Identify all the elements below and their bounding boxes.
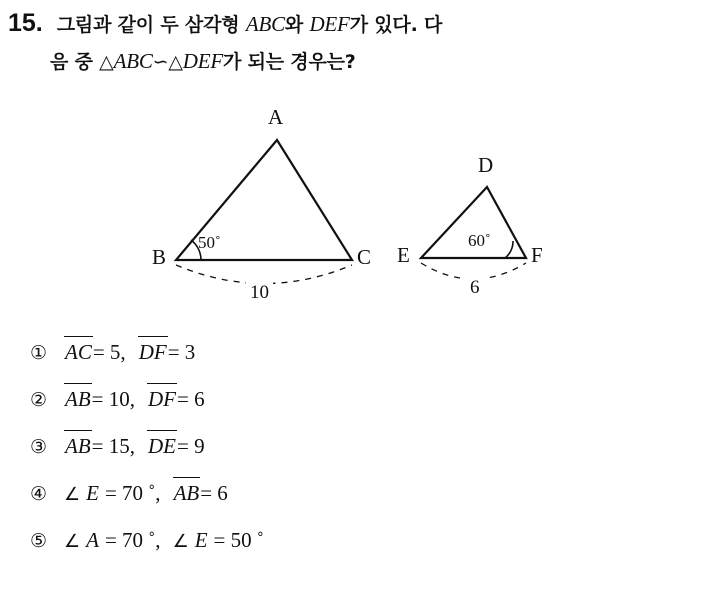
triangle-def-label-inline-2: DEF xyxy=(182,49,224,73)
segment-df: DF xyxy=(138,340,167,364)
question-line2-pre: 음 중 xyxy=(50,51,100,73)
vertex-label-c: C xyxy=(357,245,372,269)
choice-5-body xyxy=(64,528,264,553)
vertex-label-a: A xyxy=(268,105,284,129)
segment-ab-4: AB xyxy=(173,481,200,505)
choice-2-value-2: = 6 xyxy=(177,387,205,411)
choice-5-marker: ⑤ xyxy=(30,530,48,552)
base-length-bc: 10 xyxy=(246,282,273,304)
angle-arc-f xyxy=(505,241,513,258)
choice-1-value-2: = 3 xyxy=(167,340,196,364)
choice-3-value-1: = 15, xyxy=(91,434,135,458)
segment-ac: AC xyxy=(65,340,92,364)
segment-df-2: DF xyxy=(148,387,176,411)
question-line-1 xyxy=(8,8,718,41)
choice-1-body xyxy=(64,340,195,365)
choice-4-marker: ④ xyxy=(30,483,48,505)
angle-label-f: 60˚ xyxy=(468,231,491,250)
choice-2-marker: ② xyxy=(30,389,48,411)
question-number: 15. xyxy=(8,9,43,37)
similar-symbol: ∽ xyxy=(152,51,169,73)
choice-5[interactable] xyxy=(30,528,690,575)
angle-label-b: 50˚ xyxy=(198,233,221,252)
choice-1-marker: ① xyxy=(30,342,48,364)
choice-5-angle-value-a: = 70 ˚, xyxy=(104,528,161,552)
choice-2-value-1: = 10, xyxy=(91,387,135,411)
answer-choices xyxy=(30,340,690,575)
angle-symbol-5a: ∠ xyxy=(64,531,81,552)
angle-variable-5b: E xyxy=(194,528,208,552)
choice-4-angle-value: = 70 ˚, xyxy=(104,481,161,505)
triangles-svg xyxy=(0,105,727,320)
choice-2[interactable] xyxy=(30,387,690,434)
triangle-def-label-inline: DEF xyxy=(309,12,350,36)
base-arc-bc xyxy=(176,265,352,284)
angle-symbol-5b: ∠ xyxy=(172,531,189,552)
vertex-label-f: F xyxy=(531,243,543,267)
choice-5-angle-value-b: = 50 ˚ xyxy=(213,528,264,552)
angle-variable-4: E xyxy=(86,481,99,505)
choice-3-value-2: = 9 xyxy=(177,434,205,458)
figure-two-triangles xyxy=(0,105,727,320)
question-text-line1 xyxy=(57,9,442,41)
choice-4[interactable] xyxy=(30,481,690,528)
vertex-label-e: E xyxy=(397,243,410,267)
question-statement xyxy=(8,8,718,77)
triangle-abc-label-inline-2: ABC xyxy=(113,49,153,73)
vertex-label-b: B xyxy=(152,245,167,269)
segment-de-3: DE xyxy=(148,434,176,458)
triangle-symbol-1: △ xyxy=(99,51,114,73)
triangle-abc-label-inline: ABC xyxy=(245,12,285,36)
question-line1-post: 가 있다. 다 xyxy=(349,14,443,36)
choice-3-marker: ③ xyxy=(30,436,48,458)
question-line1-mid: 와 xyxy=(284,14,310,36)
choice-2-body xyxy=(64,387,205,412)
angle-symbol-4: ∠ xyxy=(64,484,81,505)
base-length-ef: 6 xyxy=(466,277,484,299)
question-line1-pre: 그림과 같이 두 삼각형 xyxy=(56,14,246,36)
question-line-2 xyxy=(50,46,718,77)
vertex-label-d: D xyxy=(478,153,494,177)
angle-variable-5a: A xyxy=(86,528,99,552)
choice-1[interactable] xyxy=(30,340,690,387)
triangle-symbol-2: △ xyxy=(168,51,183,73)
choice-3-body xyxy=(64,434,205,459)
segment-ab-3: AB xyxy=(65,434,91,458)
segment-ab-2: AB xyxy=(65,387,91,411)
choice-4-body xyxy=(64,481,228,506)
choice-4-value-2: = 6 xyxy=(200,481,228,505)
choice-1-value-1: = 5, xyxy=(92,340,126,364)
question-line2-post: 가 되는 경우는? xyxy=(223,51,356,73)
choice-3[interactable] xyxy=(30,434,690,481)
